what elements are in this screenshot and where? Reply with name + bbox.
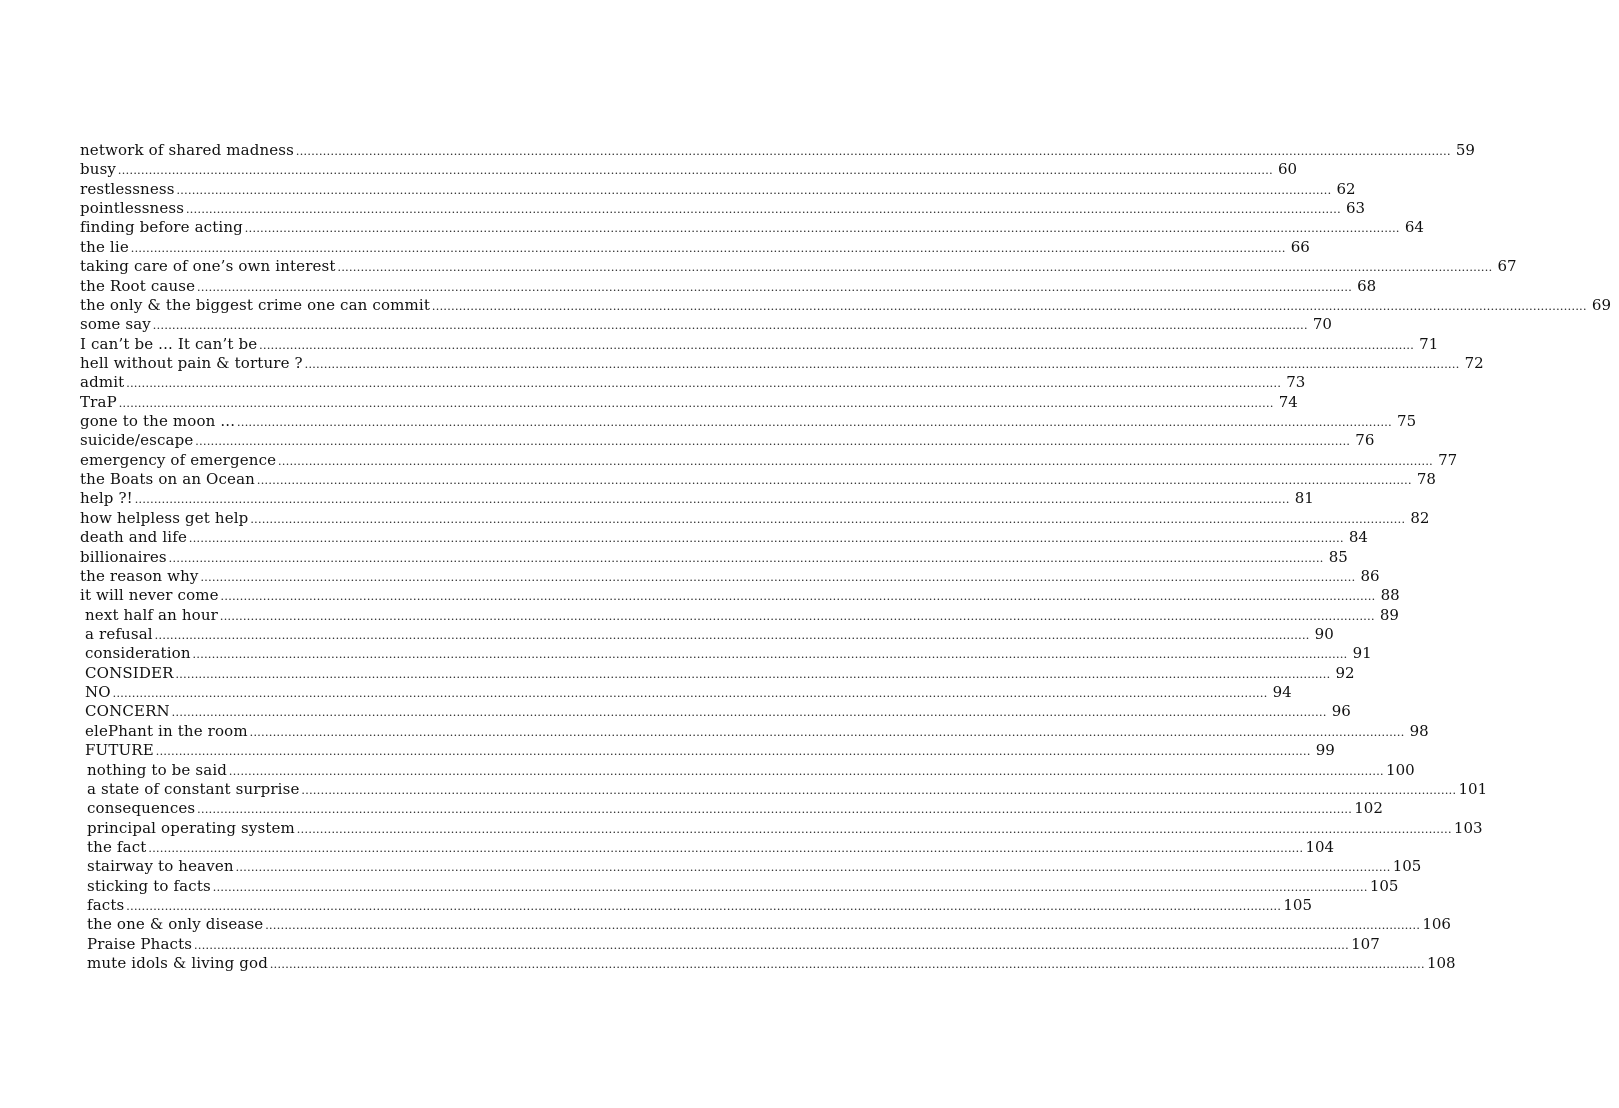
toc-entry-page-number: 92 (1335, 663, 1355, 682)
toc-entry-title: suicide/escape (80, 431, 194, 450)
toc-entry-title: the Boats on an Ocean (80, 470, 255, 489)
toc-entry-page-number: 102 (1354, 799, 1383, 818)
toc-entry-title: FUTURE (85, 741, 154, 760)
dot-leader: ............................................................................................................................................................................................................................................................................................................ (112, 685, 1268, 701)
toc-entry (80, 702, 1351, 721)
toc-entry-page-number: 73 (1286, 373, 1306, 392)
toc-entry (80, 160, 1298, 179)
toc-entry-page-number: 78 (1416, 470, 1436, 489)
dot-leader: ............................................................................................................................................................................................................................................................................................................ (219, 607, 1375, 623)
dot-leader: ............................................................................................................................................................................................................................................................................................................ (171, 704, 1327, 720)
toc-entry-title: NO (85, 683, 111, 702)
toc-entry-page-number: 75 (1397, 412, 1417, 431)
toc-entry-page-number: 68 (1357, 276, 1377, 295)
toc-entry-title: CONCERN (85, 702, 170, 721)
toc-entry (80, 315, 1332, 334)
toc-entry-title: death and life (80, 528, 187, 547)
toc-entry-title: how helpless get help (80, 508, 249, 527)
toc-entry (80, 799, 1383, 818)
toc-entry-title: taking care of one’s own interest (80, 257, 336, 276)
toc-entry-page-number: 71 (1419, 334, 1439, 353)
dot-leader: ............................................................................................................................................................................................................................................................................................................ (130, 239, 1286, 255)
dot-leader: ............................................................................................................................................................................................................................................................................................................ (249, 723, 1405, 739)
toc-entry-page-number: 62 (1336, 179, 1356, 198)
dot-leader: ............................................................................................................................................................................................................................................................................................................ (301, 781, 1457, 797)
toc-entry-title: admit (80, 373, 125, 392)
toc-entry-title: Praise Phacts (87, 934, 193, 953)
toc-entry-title: finding before acting (80, 218, 243, 237)
toc-entry (80, 450, 1458, 470)
toc-entry (80, 624, 1334, 644)
toc-entry (80, 470, 1436, 489)
toc-entry-page-number: 98 (1409, 721, 1429, 740)
dot-leader: ............................................................................................................................................................................................................................................................................................................ (265, 917, 1421, 933)
toc-entry-page-number: 82 (1410, 508, 1430, 527)
toc-entry (80, 837, 1335, 857)
toc-entry-title: consequences (87, 799, 196, 818)
toc-entry (80, 818, 1483, 838)
toc-entry (80, 857, 1422, 876)
dot-leader: ............................................................................................................................................................................................................................................................................................................ (337, 259, 1493, 275)
dot-leader: ............................................................................................................................................................................................................................................................................................................ (269, 956, 1425, 972)
toc-entry-title: the one & only disease (87, 915, 264, 934)
toc-entry-title: stairway to heaven (87, 857, 234, 876)
toc-entry (80, 760, 1415, 780)
toc-entry (80, 412, 1417, 431)
toc-entry (80, 141, 1475, 160)
toc-entry (80, 237, 1310, 257)
toc-entry (80, 334, 1439, 354)
toc-entry-title: hell without pain & torture ? (80, 353, 303, 372)
dot-leader: ............................................................................................................................................................................................................................................................................................................ (148, 839, 1304, 855)
toc-entry (80, 605, 1399, 625)
toc-entry (80, 547, 1348, 567)
toc-entry (80, 566, 1380, 586)
toc-entry-title: a state of constant surprise (87, 779, 300, 798)
dot-leader: ............................................................................................................................................................................................................................................................................................................ (278, 452, 1434, 468)
toc-entry-title: network of shared madness (80, 141, 294, 159)
toc-entry-title: sticking to facts (87, 876, 211, 895)
toc-entry-title: the only & the biggest crime one can commit (80, 295, 430, 314)
dot-leader: ............................................................................................................................................................................................................................................................................................................ (152, 317, 1308, 333)
toc-entry-page-number: 67 (1497, 257, 1517, 276)
toc-entry-title: help ?! (80, 489, 133, 508)
dot-leader: ............................................................................................................................................................................................................................................................................................................ (259, 336, 1415, 352)
toc-entry (80, 392, 1298, 412)
dot-leader: ............................................................................................................................................................................................................................................................................................................ (200, 568, 1356, 584)
toc-entry-page-number: 89 (1379, 605, 1399, 624)
toc-entry-page-number: 107 (1351, 934, 1380, 953)
toc-entry (80, 257, 1517, 276)
dot-leader: ............................................................................................................................................................................................................................................................................................................ (296, 820, 1452, 836)
dot-leader: ............................................................................................................................................................................................................................................................................................................ (235, 859, 1391, 875)
dot-leader: ............................................................................................................................................................................................................................................................................................................ (186, 201, 1342, 217)
toc-entry-title: principal operating system (87, 818, 295, 837)
toc-entry-page-number: 70 (1312, 315, 1332, 334)
toc-entry (80, 353, 1484, 373)
dot-leader: ............................................................................................................................................................................................................................................................................................................ (118, 162, 1274, 178)
dot-leader: ............................................................................................................................................................................................................................................................................................................ (126, 375, 1282, 391)
toc-entry (80, 528, 1368, 547)
toc-entry-page-number: 94 (1272, 683, 1292, 702)
toc-entry-page-number: 99 (1315, 741, 1335, 760)
toc-entry-title: gone to the moon ... (80, 412, 236, 431)
toc-entry (80, 644, 1372, 663)
toc-entry (80, 508, 1430, 528)
toc-entry (80, 934, 1380, 954)
dot-leader: ............................................................................................................................................................................................................................................................................................................ (134, 491, 1290, 507)
dot-leader: ............................................................................................................................................................................................................................................................................................................ (432, 297, 1587, 313)
toc-entry-title: facts (87, 896, 125, 915)
toc-entry (80, 489, 1314, 508)
dot-leader: ............................................................................................................................................................................................................................................................................................................ (220, 588, 1376, 604)
dot-leader: ............................................................................................................................................................................................................................................................................................................ (197, 278, 1353, 294)
toc-entry-page-number: 63 (1345, 199, 1366, 218)
toc-entry-page-number: 69 (1591, 295, 1611, 314)
toc-entry (80, 218, 1424, 237)
toc-entry-title: the reason why (80, 566, 199, 585)
dot-leader: ............................................................................................................................................................................................................................................................................................................ (212, 878, 1368, 894)
toc-entry-page-number: 105 (1283, 896, 1313, 915)
toc-entry (80, 431, 1375, 450)
toc-entry (80, 896, 1313, 915)
dot-leader: ............................................................................................................................................................................................................................................................................................................ (168, 549, 1324, 565)
dot-leader: ............................................................................................................................................................................................................................................................................................................ (154, 626, 1310, 642)
toc-entry-title: busy (80, 160, 117, 179)
toc-entry (80, 915, 1451, 934)
toc-entry (80, 721, 1429, 741)
toc-entry-title: consideration (85, 644, 191, 663)
toc-entry-page-number: 100 (1386, 760, 1415, 779)
toc-entry-title: emergency of emergence (80, 450, 277, 469)
toc-entry (80, 663, 1355, 683)
dot-leader: ............................................................................................................................................................................................................................................................................................................ (126, 898, 1282, 914)
toc-entry-page-number: 59 (1455, 141, 1475, 159)
dot-leader: ............................................................................................................................................................................................................................................................................................................ (118, 394, 1274, 410)
toc-entry-title: CONSIDER (85, 663, 174, 682)
toc-entry-page-number: 74 (1278, 392, 1298, 411)
toc-entry-page-number: 104 (1305, 837, 1335, 856)
toc-entry-page-number: 106 (1422, 915, 1451, 934)
toc-entry-page-number: 84 (1348, 528, 1368, 547)
table-of-contents (80, 141, 1611, 973)
toc-entry-title: billionaires (80, 547, 167, 566)
toc-entry-title: next half an hour (85, 605, 218, 624)
dot-leader: ............................................................................................................................................................................................................................................................................................................ (304, 355, 1460, 371)
toc-entry-title: the Root cause (80, 276, 196, 295)
toc-entry-page-number: 88 (1380, 586, 1400, 605)
dot-leader: ............................................................................................................................................................................................................................................................................................................ (244, 220, 1400, 236)
toc-entry-title: pointlessness (80, 199, 185, 218)
toc-entry (80, 683, 1292, 702)
toc-entry-title: some say (80, 315, 151, 334)
toc-entry-title: I can’t be ... It can’t be (80, 334, 258, 353)
toc-entry-title: elePhant in the room (85, 721, 248, 740)
toc-entry-title: TraP (80, 392, 117, 411)
toc-entry-page-number: 105 (1369, 876, 1399, 895)
toc-entry (80, 295, 1611, 315)
dot-leader: ............................................................................................................................................................................................................................................................................................................ (155, 743, 1311, 759)
toc-entry-page-number: 81 (1294, 489, 1314, 508)
toc-entry-page-number: 85 (1328, 547, 1348, 566)
toc-entry (80, 779, 1488, 799)
toc-entry-title: restlessness (80, 179, 175, 198)
toc-entry-page-number: 76 (1355, 431, 1375, 450)
dot-leader: ............................................................................................................................................................................................................................................................................................................ (195, 433, 1351, 449)
toc-entry-page-number: 72 (1464, 353, 1484, 372)
dot-leader: ............................................................................................................................................................................................................................................................................................................ (192, 646, 1348, 662)
toc-entry (80, 954, 1456, 973)
dot-leader: ............................................................................................................................................................................................................................................................................................................ (176, 181, 1332, 197)
toc-entry-title: mute idols & living god (87, 954, 268, 973)
dot-leader: ............................................................................................................................................................................................................................................................................................................ (194, 936, 1350, 952)
toc-entry (80, 373, 1306, 392)
toc-entry-page-number: 77 (1438, 450, 1458, 469)
toc-entry-page-number: 96 (1331, 702, 1351, 721)
dot-leader: ............................................................................................................................................................................................................................................................................................................ (250, 510, 1406, 526)
toc-entry-page-number: 105 (1392, 857, 1422, 876)
dot-leader: ............................................................................................................................................................................................................................................................................................................ (237, 414, 1393, 430)
dot-leader: ............................................................................................................................................................................................................................................................................................................ (256, 472, 1412, 488)
dot-leader: ............................................................................................................................................................................................................................................................................................................ (295, 143, 1451, 158)
toc-entry-title: it will never come (80, 586, 219, 605)
toc-entry-title: a refusal (85, 624, 153, 643)
toc-entry (80, 199, 1366, 218)
dot-leader: ............................................................................................................................................................................................................................................................................................................ (229, 762, 1385, 778)
toc-entry (80, 179, 1356, 199)
toc-entry-title: the fact (87, 837, 147, 856)
toc-entry-page-number: 103 (1453, 818, 1483, 837)
toc-entry (80, 276, 1377, 296)
toc-entry-page-number: 91 (1352, 644, 1372, 663)
toc-entry-title: nothing to be said (87, 760, 228, 779)
toc-entry-page-number: 66 (1290, 237, 1310, 256)
dot-leader: ............................................................................................................................................................................................................................................................................................................ (197, 801, 1353, 817)
toc-entry-page-number: 64 (1404, 218, 1424, 237)
toc-entry-page-number: 60 (1277, 160, 1298, 179)
dot-leader: ............................................................................................................................................................................................................................................................................................................ (188, 530, 1344, 546)
toc-entry-page-number: 90 (1314, 624, 1334, 643)
toc-entry-page-number: 86 (1360, 566, 1380, 585)
toc-entry (80, 876, 1399, 896)
toc-entry (80, 586, 1400, 605)
toc-entry (80, 741, 1335, 760)
dot-leader: ............................................................................................................................................................................................................................................................................................................ (175, 665, 1331, 681)
toc-entry-title: the lie (80, 237, 129, 256)
toc-entry-page-number: 101 (1458, 779, 1488, 798)
toc-entry-page-number: 108 (1426, 954, 1456, 973)
